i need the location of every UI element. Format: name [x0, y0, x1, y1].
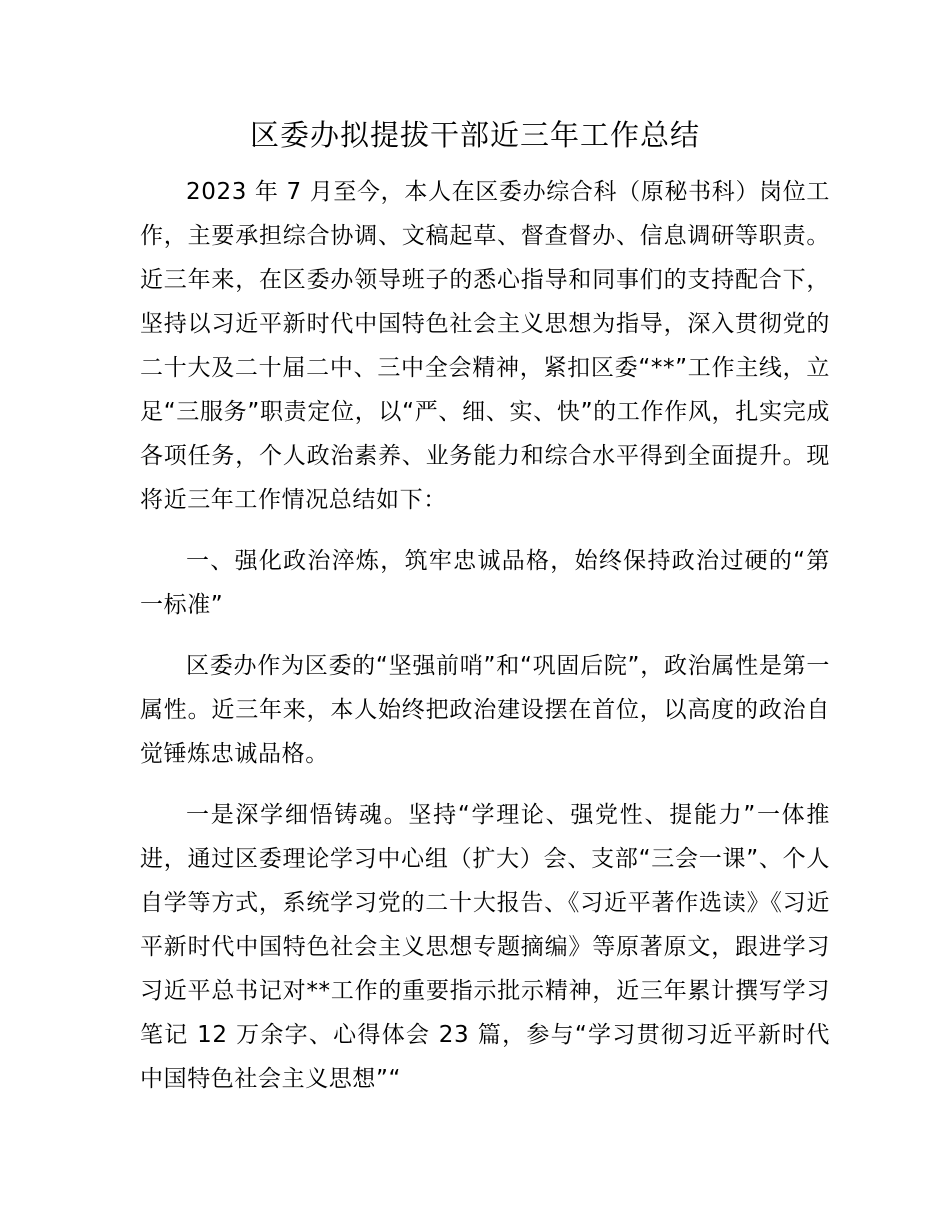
document-title: 区委办拟提拔干部近三年工作总结	[249, 118, 700, 152]
point-1-paragraph: 一是深学细悟铸魂。坚持“学理论、强党性、提能力”一体推进，通过区委理论学习中心组（扩大）会、支部“三会一课”、个人自学等方式，系统学习党的二十大报告、《习近平著作选读》《习近平新时代中国特色社会主义思想专题摘编》等原著原文，跟进学习习近平总书记对**工作的重要指示批示精神，近三年累计撰写学习笔记 12 万余字、心得体会 23 篇，参与“学习贯彻习近平新时代中国特色社会主义思想”“	[140, 802, 830, 1092]
document-body	[140, 170, 830, 1118]
section-1-paragraph: 区委办作为区委的“坚强前哨”和“巩固后院”，政治属性是第一属性。近三年来，本人始终把政治建设摆在首位，以高度的政治自觉锤炼忠诚品格。	[140, 653, 830, 767]
section-heading-1: 一、强化政治淬炼，筑牢忠诚品格，始终保持政治过硬的“第一标准”	[140, 548, 830, 618]
intro-paragraph: 2023 年 7 月至今，本人在区委办综合科（原秘书科）岗位工作，主要承担综合协调、文稿起草、督查督办、信息调研等职责。近三年来，在区委办领导班子的悉心指导和同事们的支持配合下，坚持以习近平新时代中国特色社会主义思想为指导，深入贯彻党的二十大及二十届二中、三中全会精神，紧扣区委“**”工作主线，立足“三服务”职责定位，以“严、细、实、快”的工作作风，扎实完成各项任务，个人政治素养、业务能力和综合水平得到全面提升。现将近三年工作情况总结如下：	[140, 179, 830, 513]
